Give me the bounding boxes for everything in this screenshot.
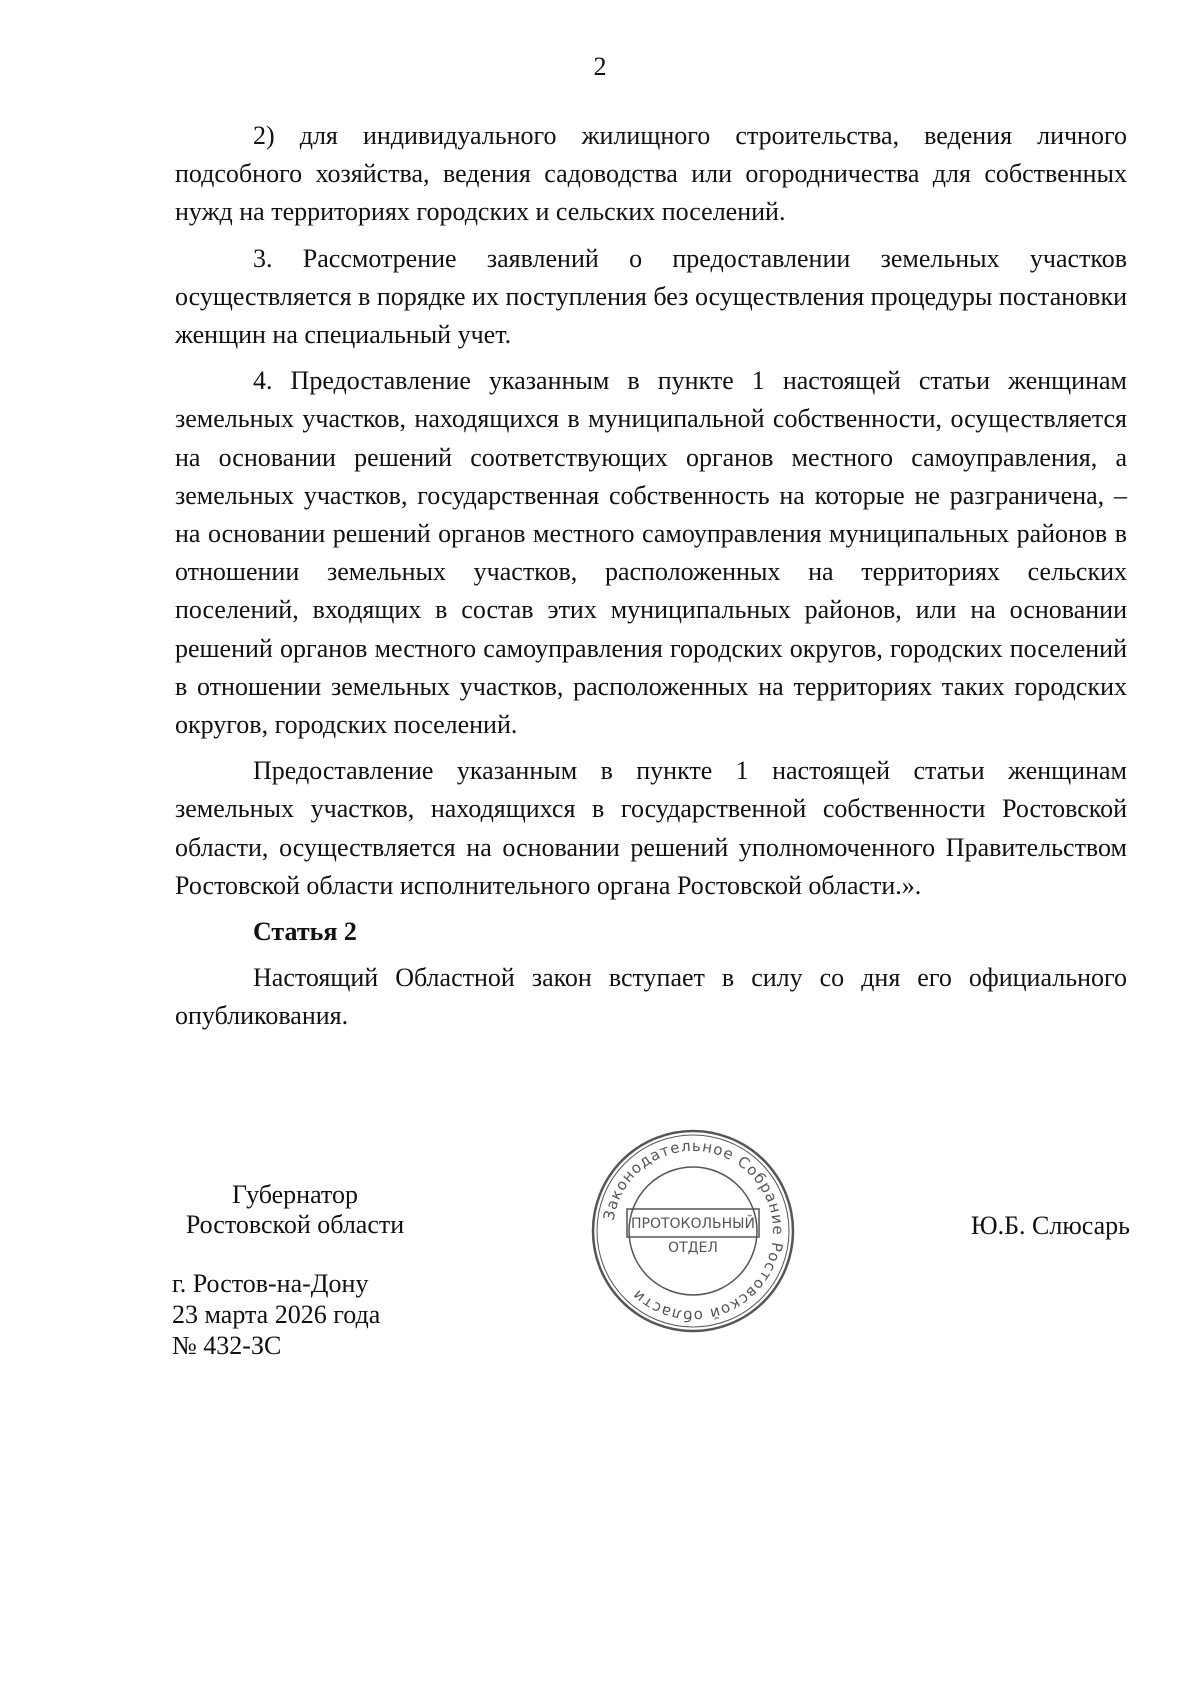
seal-inner-line2: ОТДЕЛ (668, 1240, 718, 1256)
governor-title (165, 1180, 425, 1240)
date: 23 марта 2026 года (172, 1300, 381, 1329)
paragraph-item-4: 4. Предоставление указанным в пункте 1 настоящей статьи женщинам земельных участков, находящихся в муниципальной собственности, осуществляется на основании решений соответствующих органов местного самоуправления, а земельных участков, государственная собственность на которые не разграничена, – на основании решений органов местного самоуправления муниципальных районов в отношении земельных участков, расположенных на территориях сельских поселений, входящих в состав этих муниципальных районов, или на основании решений органов местного самоуправления городских округов, городских поселений в отношении земельных участков, расположенных на территориях таких городских округов, городских поселений. (175, 366, 1127, 740)
article-title: Статья 2 (253, 917, 357, 947)
page-number: 2 (593, 52, 607, 81)
city: г. Ростов-на-Дону (172, 1269, 369, 1298)
governor-title-line2: Ростовской области (185, 1210, 405, 1239)
law-number: № 432-ЗС (172, 1331, 282, 1360)
seal-inner-line1: ПРОТОКОЛЬНЫЙ (630, 1216, 756, 1232)
paragraph-item-2: 2) для индивидуального жилищного строительства, ведения личного подсобного хозяйства, ведения садоводства или огородничества для собственных нужд на территориях городских и сельских поселений. (175, 121, 1127, 227)
place-date-block (172, 1268, 492, 1361)
governor-title-line1: Губернатор (232, 1180, 358, 1209)
official-seal (587, 1125, 799, 1337)
seal-outer-text-path: Законодательное Собрание Ростовской области (599, 1136, 788, 1326)
article-text: Настоящий Областной закон вступает в силу со дня его официального опубликования. (175, 963, 1127, 1031)
paragraph-item-3: 3. Рассмотрение заявлений о предоставлении земельных участков осуществляется в порядке их поступления без осуществления процедуры постановки женщин на специальный учет. (175, 243, 1127, 350)
paragraph-state-property: Предоставление указанным в пункте 1 настоящей статьи женщинам земельных участков, находящихся в государственной собственности Ростовской области, осуществляется на основании решений уполномоченного Правительством Ростовской области исполнительного органа Ростовской области.». (175, 756, 1127, 900)
seal-icon (587, 1125, 799, 1337)
governor-name: Ю.Б. Слюсарь (970, 1211, 1130, 1240)
